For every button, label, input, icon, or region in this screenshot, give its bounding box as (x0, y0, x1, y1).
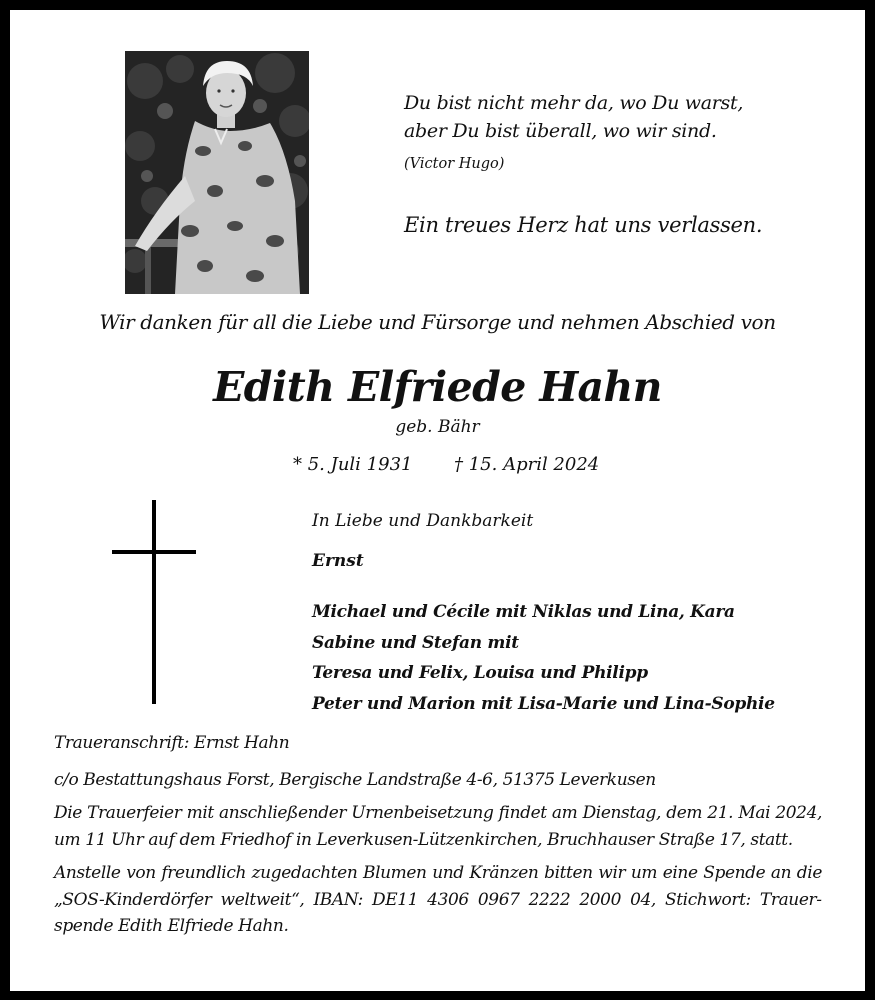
birth-date: * 5. Juli 1931 (293, 454, 413, 475)
mourners-intro: In Liebe und Dankbarkeit (312, 511, 534, 531)
donation-text: Anstelle von freundlich zugedachten Blumen und Kränzen bitten wir um eine Spende an die „SOS-Kinderdörfer weltweit“, IBAN: DE11 4306 0967 2222 2000 04, Stichwort: Trauerspende Edith Elfriede Hahn. (54, 863, 822, 936)
footer-block (54, 731, 822, 940)
ceremony-text: Die Trauerfeier mit anschließender Urnenbeisetzung findet am Dienstag, dem 21. Mai 2024, um 11 Uhr auf dem Friedhof in Leverkusen-Lützenkirchen, Bruchhauser Straße 17, statt. (54, 803, 822, 850)
cross-icon (112, 500, 196, 704)
death-date: † 15. April 2024 (454, 454, 600, 475)
quote-line: aber Du bist überall, wo wir sind. (404, 120, 717, 142)
quote-block (404, 89, 804, 173)
family-line: Peter und Marion mit Lisa-Marie und Lina-Sophie (312, 693, 775, 714)
spouse-name: Ernst (312, 551, 364, 571)
family-list (312, 597, 812, 719)
quote-author: (Victor Hugo) (404, 156, 505, 172)
mourners-block (312, 510, 812, 719)
portrait-photo (125, 51, 309, 294)
birth-name: geb. Bähr (395, 417, 480, 437)
tagline: Ein treues Herz hat uns verlassen. (404, 213, 763, 237)
address-line: c/o Bestattungshaus Forst, Bergische Landstraße 4-6, 51375 Leverkusen (54, 770, 656, 790)
quote-line: Du bist nicht mehr da, wo Du warst, (404, 92, 744, 114)
family-line: Michael und Cécile mit Niklas und Lina, Kara (312, 602, 735, 622)
family-line: Sabine und Stefan mit (312, 632, 519, 653)
deceased-name: Edith Elfriede Hahn (213, 363, 662, 411)
intro-text: Wir danken für all die Liebe und Fürsorge und nehmen Abschied von (99, 310, 776, 334)
family-line: Teresa und Felix, Louisa und Philipp (312, 663, 648, 683)
address-label: Traueranschrift: Ernst Hahn (54, 733, 290, 753)
